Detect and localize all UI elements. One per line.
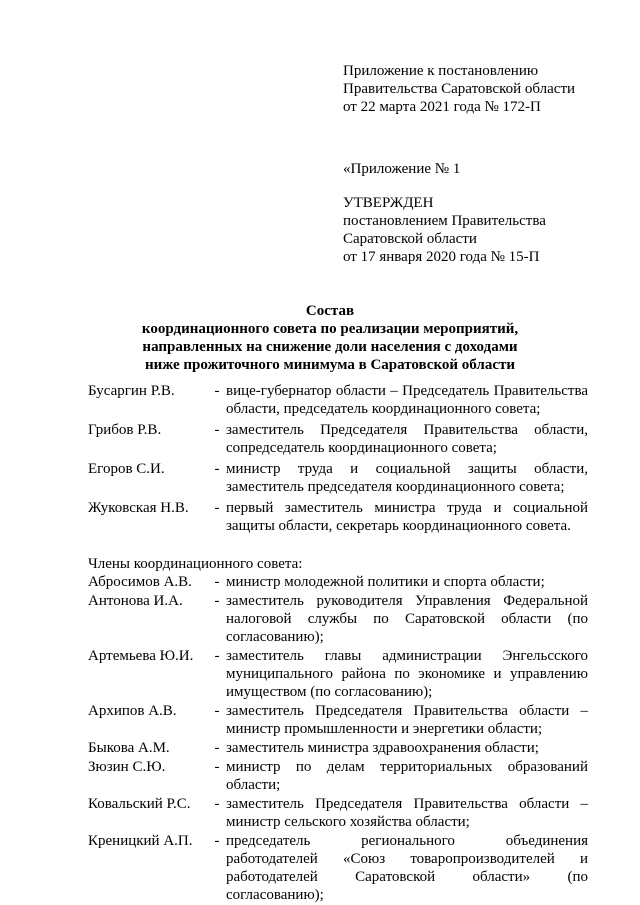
member-name: Быкова А.М.	[88, 740, 170, 756]
title-line: ниже прожиточного минимума в Саратовской области	[144, 357, 516, 373]
appendix-label-text: «Приложение № 1	[343, 161, 461, 177]
appendix-label	[343, 160, 623, 178]
member-role: заместитель главы администрации Энгельсского муниципального района по экономике и управлению имуществом (по согласованию);	[226, 648, 588, 700]
member-name: Артемьева Ю.И.	[88, 648, 194, 664]
document-title	[60, 302, 600, 374]
approved-line: УТВЕРЖДЕН	[343, 195, 434, 211]
dash-separator: -	[214, 796, 220, 812]
dash-separator: -	[214, 593, 220, 609]
member-role: заместитель Председателя Правительства области, сопредседатель координационного совета;	[226, 422, 588, 456]
member-role: председатель регионального объединения работодателей «Союз товаропроизводителей и работодателей Саратовской области» (по согласованию);	[226, 833, 588, 903]
member-role: заместитель министра здравоохранения области;	[226, 740, 539, 756]
table-row	[88, 499, 588, 538]
member-name: Грибов Р.В.	[88, 422, 162, 438]
title-line: Состав	[305, 303, 355, 319]
table-row	[88, 702, 588, 739]
member-name: Креницкий А.П.	[88, 833, 193, 849]
dash-separator: -	[214, 461, 220, 477]
dash-separator: -	[214, 383, 220, 399]
member-name: Архипов А.В.	[88, 703, 177, 719]
table-row	[88, 460, 588, 499]
approval-line: Правительства Саратовской области	[343, 81, 576, 97]
approval-line: Приложение к постановлению	[343, 63, 539, 79]
approved-line: Саратовской области	[343, 231, 477, 247]
dash-separator: -	[214, 422, 220, 438]
approved-line: от 17 января 2020 года № 15-П	[343, 249, 540, 265]
member-name: Егоров С.И.	[88, 461, 165, 477]
council-members-table	[88, 382, 588, 905]
approval-line: от 22 марта 2021 года № 172-П	[343, 99, 541, 115]
member-role: заместитель руководителя Управления Федеральной налоговой службы по Саратовской области (по согласованию);	[226, 593, 588, 645]
dash-separator: -	[214, 740, 220, 756]
member-role: министр по делам территориальных образований области;	[226, 759, 588, 793]
table-row	[88, 832, 588, 905]
table-row	[88, 382, 588, 421]
dash-separator: -	[214, 648, 220, 664]
dash-separator: -	[214, 500, 220, 516]
member-role: заместитель Председателя Правительства области – министр промышленности и энергетики области;	[226, 703, 588, 737]
member-role: министр труда и социальной защиты области, заместитель председателя координационного совета;	[226, 461, 588, 495]
member-name: Зюзин С.Ю.	[88, 759, 166, 775]
member-role: первый заместитель министра труда и социальной защиты области, секретарь координационного совета.	[226, 500, 588, 534]
member-name: Жуковская Н.В.	[88, 500, 189, 516]
table-row	[88, 421, 588, 460]
member-name: Абросимов А.В.	[88, 574, 192, 590]
approved-line: постановлением Правительства	[343, 213, 546, 229]
table-row	[88, 573, 588, 592]
member-role: вице-губернатор области – Председатель Правительства области, председатель координационного совета;	[226, 383, 588, 417]
dash-separator: -	[214, 574, 220, 590]
table-row	[88, 758, 588, 795]
approval-block	[343, 62, 623, 116]
members-heading: Члены координационного совета:	[88, 556, 303, 572]
approved-block	[343, 194, 623, 266]
title-line: координационного совета по реализации мероприятий,	[141, 321, 519, 337]
member-name: Бусаргин Р.В.	[88, 383, 175, 399]
member-name: Ковальский Р.С.	[88, 796, 191, 812]
table-row	[88, 592, 588, 647]
member-name: Антонова И.А.	[88, 593, 183, 609]
members-heading-row	[88, 538, 588, 573]
dash-separator: -	[214, 759, 220, 775]
table-row	[88, 647, 588, 702]
member-role: министр молодежной политики и спорта области;	[226, 574, 545, 590]
member-role: заместитель Председателя Правительства области – министр сельского хозяйства области;	[226, 796, 588, 830]
table-row	[88, 739, 588, 758]
dash-separator: -	[214, 833, 220, 849]
table-row	[88, 795, 588, 832]
title-line: направленных на снижение доли населения с доходами	[142, 339, 518, 355]
dash-separator: -	[214, 703, 220, 719]
